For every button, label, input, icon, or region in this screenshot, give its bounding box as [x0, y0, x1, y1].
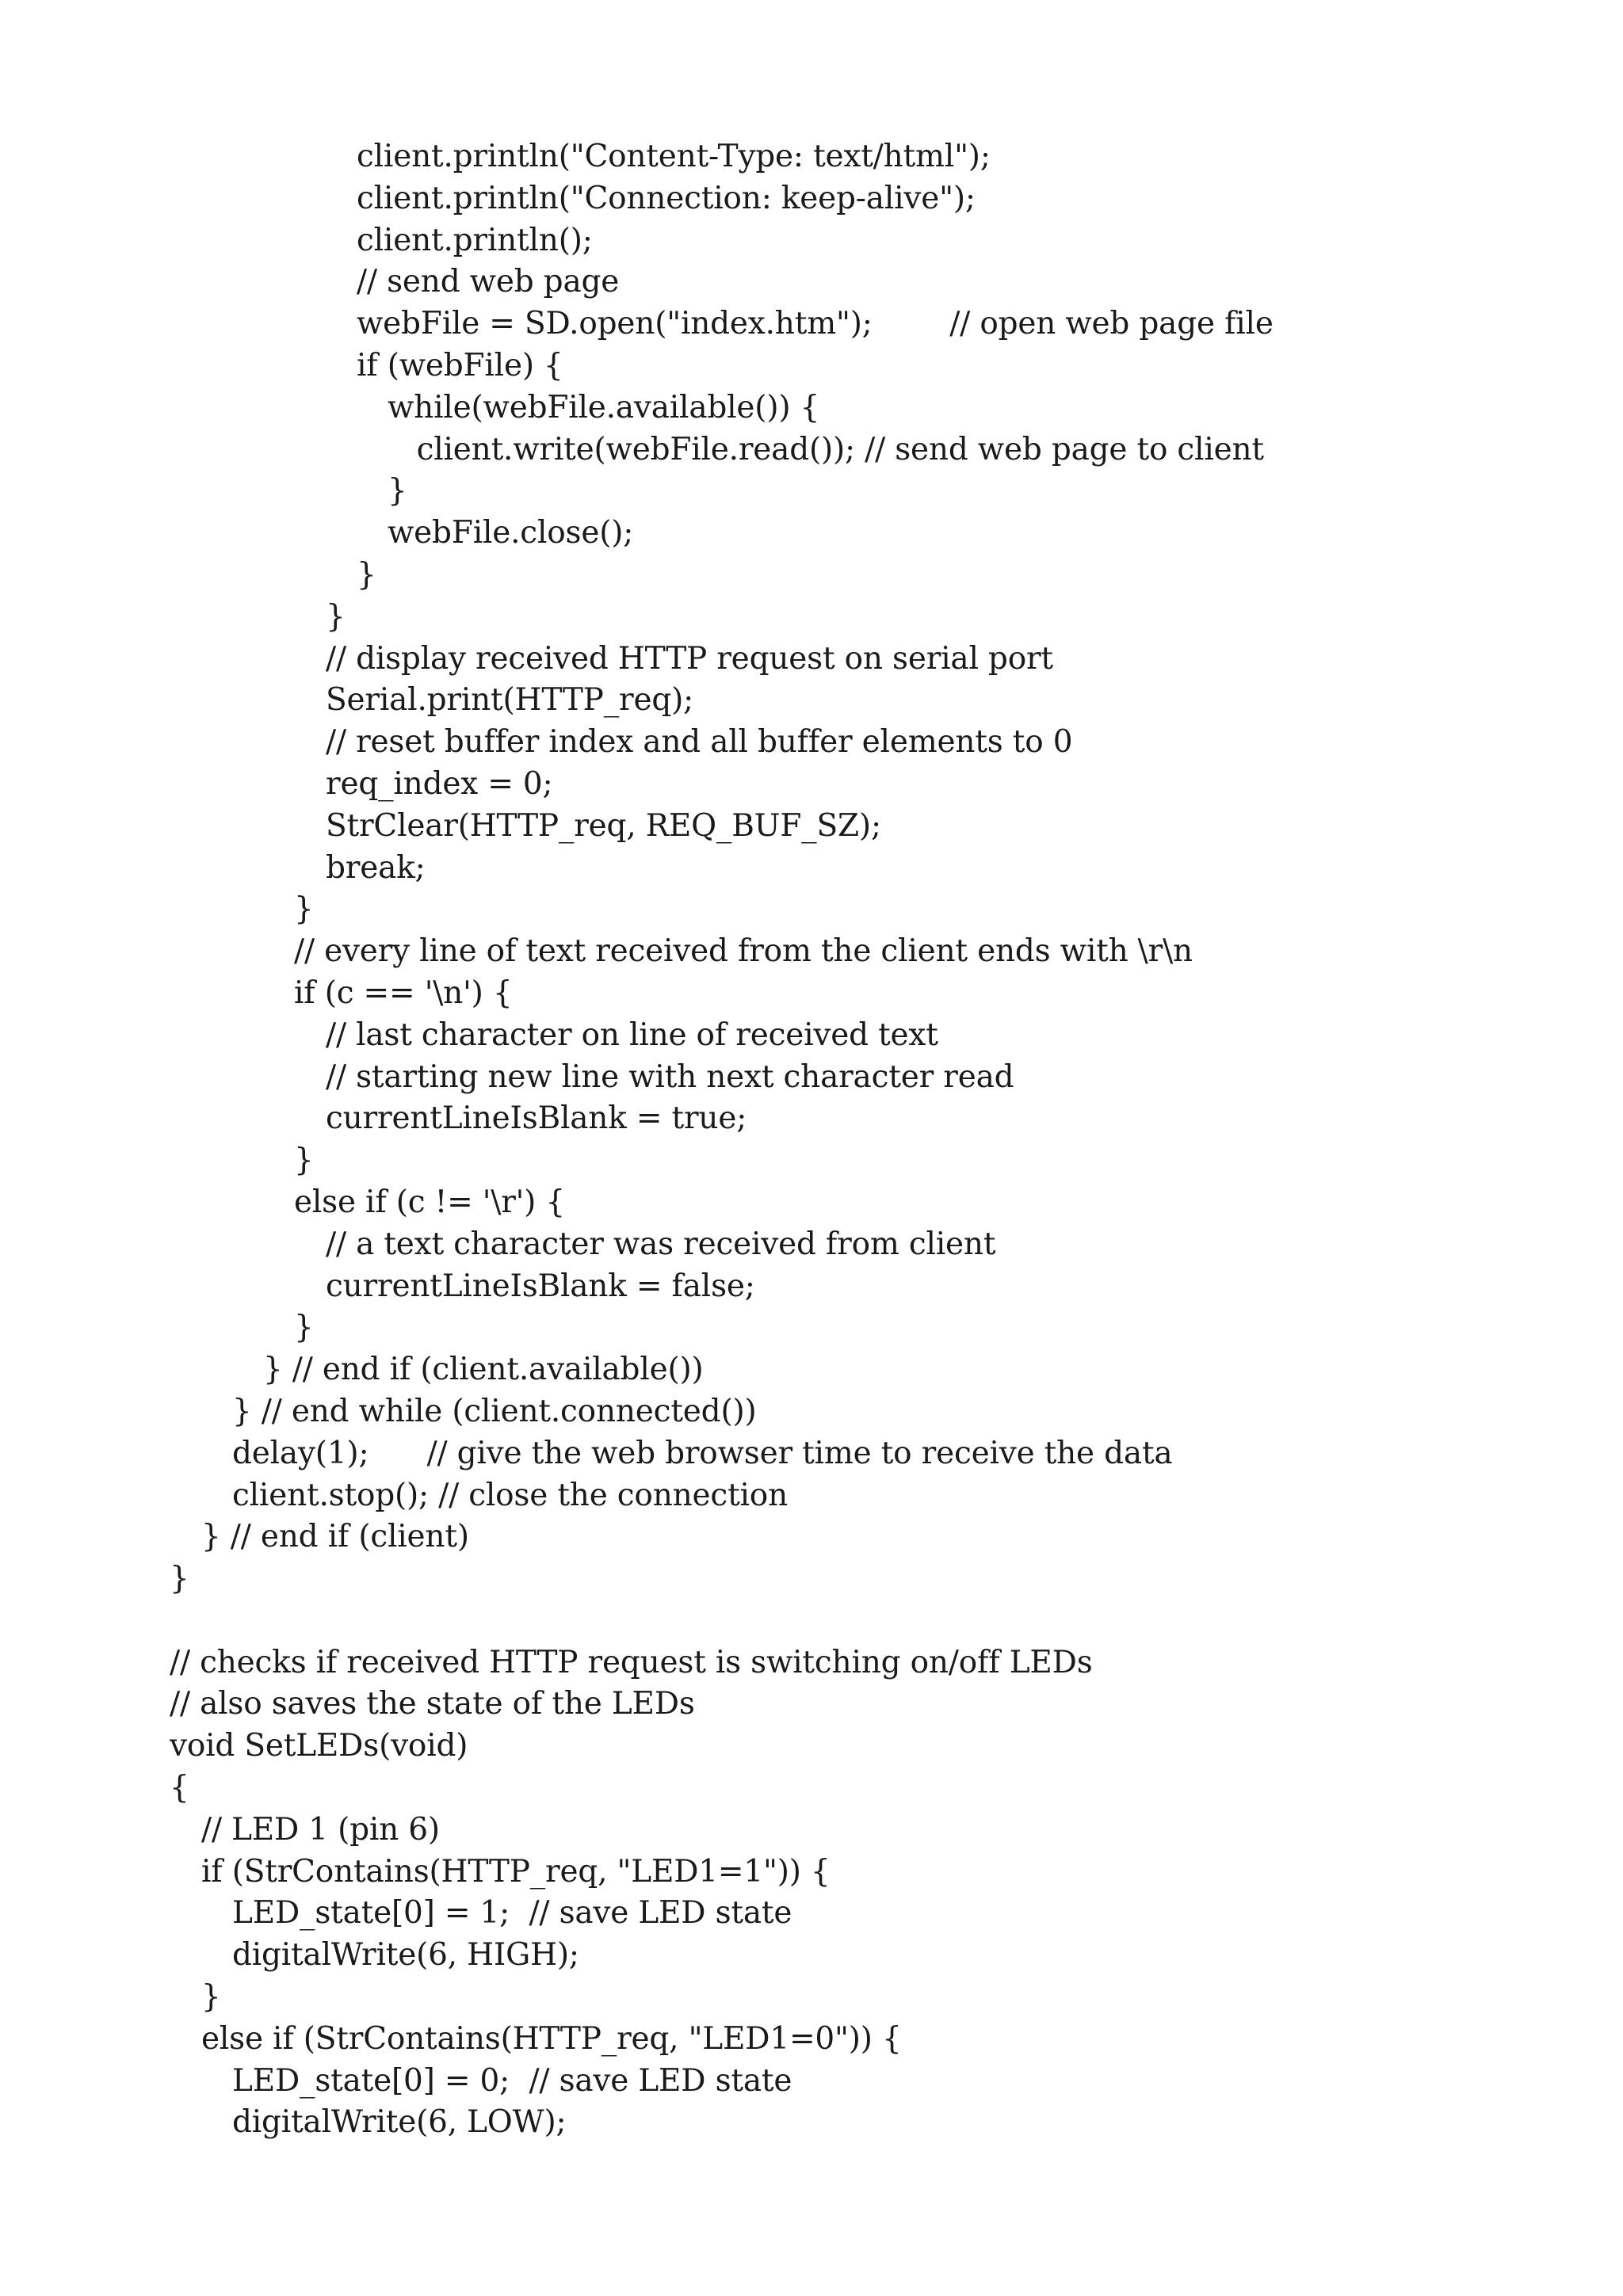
code-line — [170, 555, 1564, 597]
code-line — [170, 387, 1564, 429]
code-line — [170, 1015, 1564, 1057]
code-line — [170, 1182, 1564, 1224]
code-line — [170, 1057, 1564, 1099]
code-line — [170, 1307, 1564, 1349]
code-listing — [170, 136, 1564, 2144]
code-line — [170, 1642, 1564, 1684]
code-line — [170, 1893, 1564, 1935]
code-line — [170, 1852, 1564, 1894]
code-line — [170, 1726, 1564, 1768]
code-line — [170, 1810, 1564, 1852]
code-line-text: else if (c != '\r') { — [294, 1184, 566, 1220]
code-line-text: while(webFile.available()) { — [388, 389, 820, 425]
code-line — [170, 722, 1564, 764]
code-line-text: } — [388, 473, 407, 509]
code-line-text: break; — [326, 849, 426, 886]
code-line — [170, 1935, 1564, 1977]
code-line-text: // LED 1 (pin 6) — [201, 1811, 440, 1848]
code-line-text: digitalWrite(6, HIGH); — [232, 1937, 579, 1974]
code-line — [170, 1433, 1564, 1475]
code-line-text: // also saves the state of the LEDs — [170, 1686, 695, 1722]
code-line-text: webFile = SD.open("index.htm"); // open web page file — [357, 306, 1274, 342]
code-line — [170, 597, 1564, 639]
code-line-text: } // end if (client) — [201, 1519, 469, 1555]
code-line-text: // starting new line with next character read — [326, 1058, 1014, 1095]
code-line-text: // every line of text received from the client ends with \r\n — [294, 933, 1193, 970]
code-line — [170, 429, 1564, 471]
code-line-text: webFile.close(); — [388, 515, 634, 551]
code-line-text: } — [170, 1561, 189, 1597]
code-line-text: if (webFile) { — [357, 347, 563, 383]
code-line-text: LED_state[0] = 0; // save LED state — [232, 2062, 792, 2099]
code-line — [170, 806, 1564, 848]
code-line-text: digitalWrite(6, LOW); — [232, 2104, 567, 2141]
code-line-text: // display received HTTP request on serial port — [326, 640, 1053, 677]
code-line-text: else if (StrContains(HTTP_req, "LED1=0")) { — [201, 2020, 902, 2057]
code-line — [170, 471, 1564, 513]
code-line-text: } — [294, 891, 314, 928]
code-line-text: // a text character was received from client — [326, 1226, 996, 1262]
code-line-text: } — [294, 1310, 314, 1346]
code-line — [170, 1768, 1564, 1810]
code-line — [170, 345, 1564, 387]
code-line — [170, 2061, 1564, 2103]
code-line — [170, 2102, 1564, 2144]
code-line — [170, 1475, 1564, 1517]
code-line-text: } — [326, 598, 346, 635]
code-line-text: // last character on line of received text — [326, 1016, 938, 1053]
code-line — [170, 1684, 1564, 1726]
code-line-text: } // end if (client.available()) — [263, 1352, 704, 1388]
code-line — [170, 680, 1564, 722]
code-line-text: // send web page — [357, 264, 620, 300]
code-line-text: LED_state[0] = 1; // save LED state — [232, 1895, 792, 1932]
code-line — [170, 1266, 1564, 1308]
code-line-text: { — [170, 1770, 189, 1806]
code-line — [170, 1349, 1564, 1391]
code-line-text: currentLineIsBlank = false; — [326, 1268, 755, 1304]
code-line — [170, 1391, 1564, 1433]
code-line-text: StrClear(HTTP_req, REQ_BUF_SZ); — [326, 807, 881, 844]
code-line-text: } — [357, 556, 376, 593]
code-line — [170, 303, 1564, 345]
code-line — [170, 931, 1564, 973]
code-line — [170, 220, 1564, 262]
code-line — [170, 1558, 1564, 1600]
code-line — [170, 1516, 1564, 1558]
code-line-text: } — [294, 1142, 314, 1179]
code-line-text: client.println("Content-Type: text/html"); — [357, 139, 991, 174]
code-line-text: // checks if received HTTP request is switching on/off LEDs — [170, 1644, 1093, 1680]
code-line-text: client.stop(); // close the connection — [232, 1477, 789, 1513]
code-line-text: client.println("Connection: keep-alive"); — [357, 180, 976, 216]
code-line — [170, 1224, 1564, 1266]
code-line — [170, 764, 1564, 806]
code-line — [170, 1140, 1564, 1182]
code-line-text: if (c == '\n') { — [294, 974, 513, 1011]
code-line — [170, 513, 1564, 555]
code-line — [170, 848, 1564, 890]
code-line — [170, 178, 1564, 220]
code-line-text: client.write(webFile.read()); // send web page to client — [388, 431, 1264, 467]
blank-line — [170, 1600, 1564, 1642]
code-line-text: req_index = 0; — [326, 765, 553, 802]
code-line — [170, 136, 1564, 178]
code-line-text: client.println(); — [357, 222, 593, 258]
code-line-text: Serial.print(HTTP_req); — [326, 682, 694, 719]
code-line-text: // reset buffer index and all buffer elements to 0 — [326, 724, 1073, 761]
code-line — [170, 2019, 1564, 2061]
code-line — [170, 1977, 1564, 2019]
code-line-text: void SetLEDs(void) — [170, 1728, 468, 1764]
code-line — [170, 973, 1564, 1015]
code-line-text: currentLineIsBlank = true; — [326, 1100, 747, 1137]
code-line-text: delay(1); // give the web browser time to receive the data — [232, 1435, 1173, 1471]
code-line-text: if (StrContains(HTTP_req, "LED1=1")) { — [201, 1853, 831, 1890]
code-line — [170, 261, 1564, 303]
code-line-text: } // end while (client.connected()) — [232, 1393, 757, 1429]
code-line-text: } — [201, 1979, 221, 2016]
code-line — [170, 1098, 1564, 1140]
code-line — [170, 889, 1564, 931]
code-line — [170, 639, 1564, 681]
